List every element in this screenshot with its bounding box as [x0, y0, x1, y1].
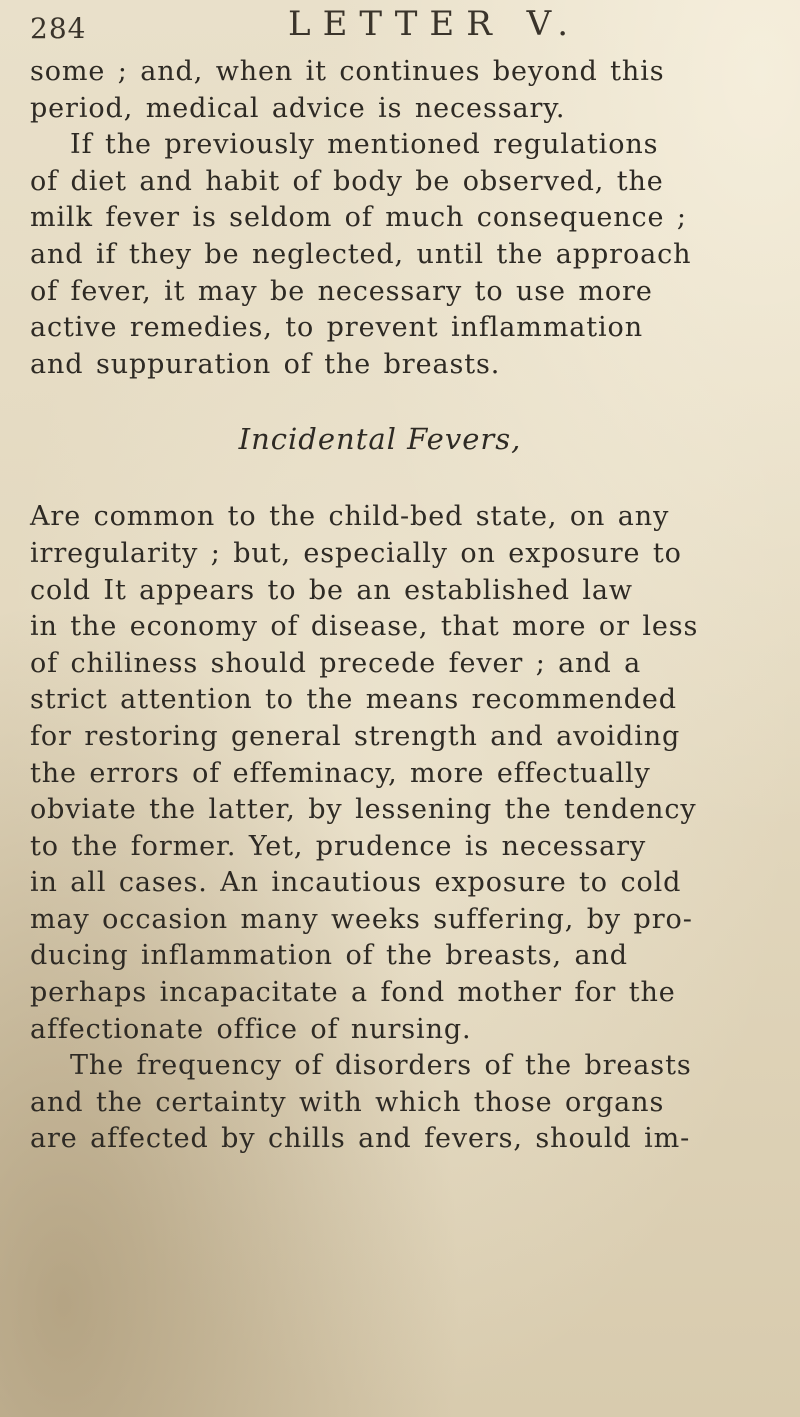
text-line: may occasion many weeks suffering, by pro- — [30, 903, 693, 935]
text-line: of diet and habit of body be observed, the — [30, 165, 664, 197]
text-line: and the certainty with which those organs — [30, 1086, 665, 1118]
page-header — [30, 4, 790, 50]
text-line: are affected by chills and fevers, should im- — [30, 1123, 691, 1155]
text-line: obviate the latter, by lessening the tendency — [30, 794, 697, 826]
paragraph — [30, 54, 770, 127]
text-line: in all cases. An incautious exposure to cold — [30, 867, 682, 899]
text-line: the errors of effeminacy, more effectually — [30, 757, 651, 789]
page-number: 284 — [30, 12, 87, 45]
text-line: and suppuration of the breasts. — [30, 348, 501, 380]
text-line: milk fever is seldom of much consequence ; — [30, 202, 687, 234]
text-line: Are common to the child-bed state, on any — [30, 501, 670, 533]
text-line: The frequency of disorders of the breasts — [70, 1050, 692, 1082]
section-heading: Incidental Fevers, — [238, 422, 522, 457]
text-line: If the previously mentioned regulations — [70, 129, 659, 161]
text-line: cold It appears to be an established law — [30, 574, 633, 606]
text-line: ducing inflammation of the breasts, and — [30, 940, 628, 972]
paragraph — [30, 127, 770, 383]
body-text — [30, 54, 770, 1158]
text-line: for restoring general strength and avoiding — [30, 720, 681, 752]
text-line: active remedies, to prevent inflammation — [30, 312, 643, 344]
text-line: and if they be neglected, until the approach — [30, 238, 692, 270]
text-line: of chiliness should precede fever ; and a — [30, 647, 642, 679]
text-line: some ; and, when it continues beyond this — [30, 56, 665, 87]
paragraph — [30, 1048, 770, 1158]
text-line: affectionate office of nursing. — [30, 1013, 472, 1045]
running-head: LETTER V. — [288, 4, 581, 44]
text-line: of fever, it may be necessary to use more — [30, 275, 653, 307]
paragraph — [30, 499, 770, 1048]
text-line: to the former. Yet, prudence is necessary — [30, 830, 647, 862]
text-line: in the economy of disease, that more or less — [30, 611, 699, 643]
text-line: irregularity ; but, especially on exposure to — [30, 537, 682, 569]
text-line: perhaps incapacitate a fond mother for the — [30, 977, 676, 1009]
text-line: strict attention to the means recommended — [30, 684, 677, 716]
text-line: period, medical advice is necessary. — [30, 92, 566, 124]
